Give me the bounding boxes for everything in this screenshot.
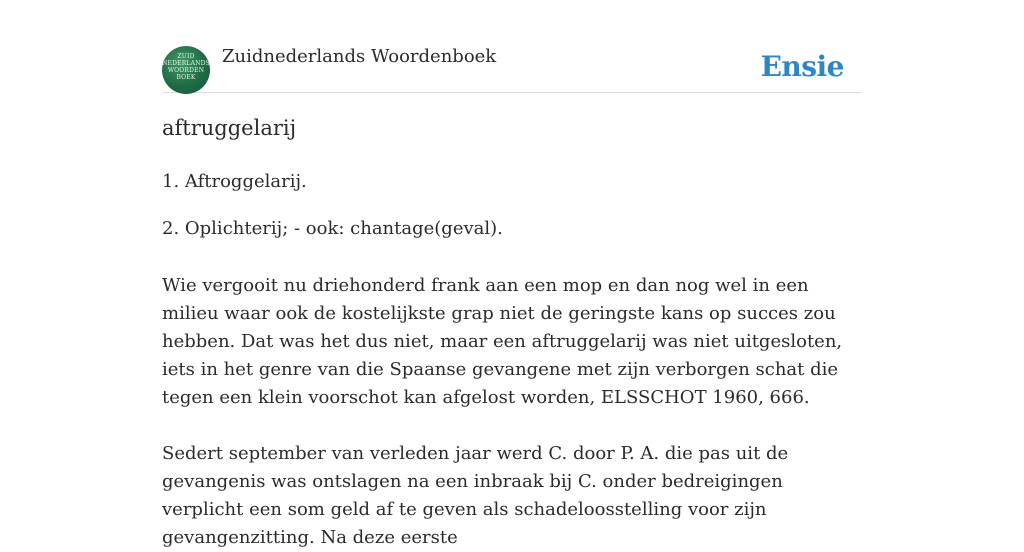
page [162,0,862,548]
sense-1: 1. Aftroggelarij. [162,171,307,192]
site-header [162,40,862,93]
citation-paragraph-1: Wie vergooit nu driehonderd frank aan een mop en dan nog wel in een milieu waar ook de kostelijkste grap niet de geringste kans op succes zou hebben. Dat was het dus niet, maar een aftruggelarij was niet uitgesloten, iets in het genre van die Spaanse gevangene met zijn verborgen schat die tegen een klein voorschot kan afgelost worden, ELSSCHOT 1960, 666. [162,275,843,408]
citation-paragraph-2: Sedert september van verleden jaar werd C. door P. A. die pas uit de gevangenis was ontslagen na een inbraak bij C. onder bedreigingen verplicht een som geld af te geven als schadeloosstelling voor zijn gevangenzitting. Na deze eerste [162,443,789,548]
dictionary-logo[interactable] [162,46,210,94]
entry-headword: aftruggelarij [162,116,297,140]
logo-text: ZUID NEDERLANDS WOORDEN BOEK [162,53,210,81]
brand-logo[interactable]: Ensie [760,50,844,83]
site-title[interactable]: Zuidnederlands Woordenboek [222,46,497,67]
sense-2: 2. Oplichterij; - ook: chantage(geval). [162,218,503,239]
